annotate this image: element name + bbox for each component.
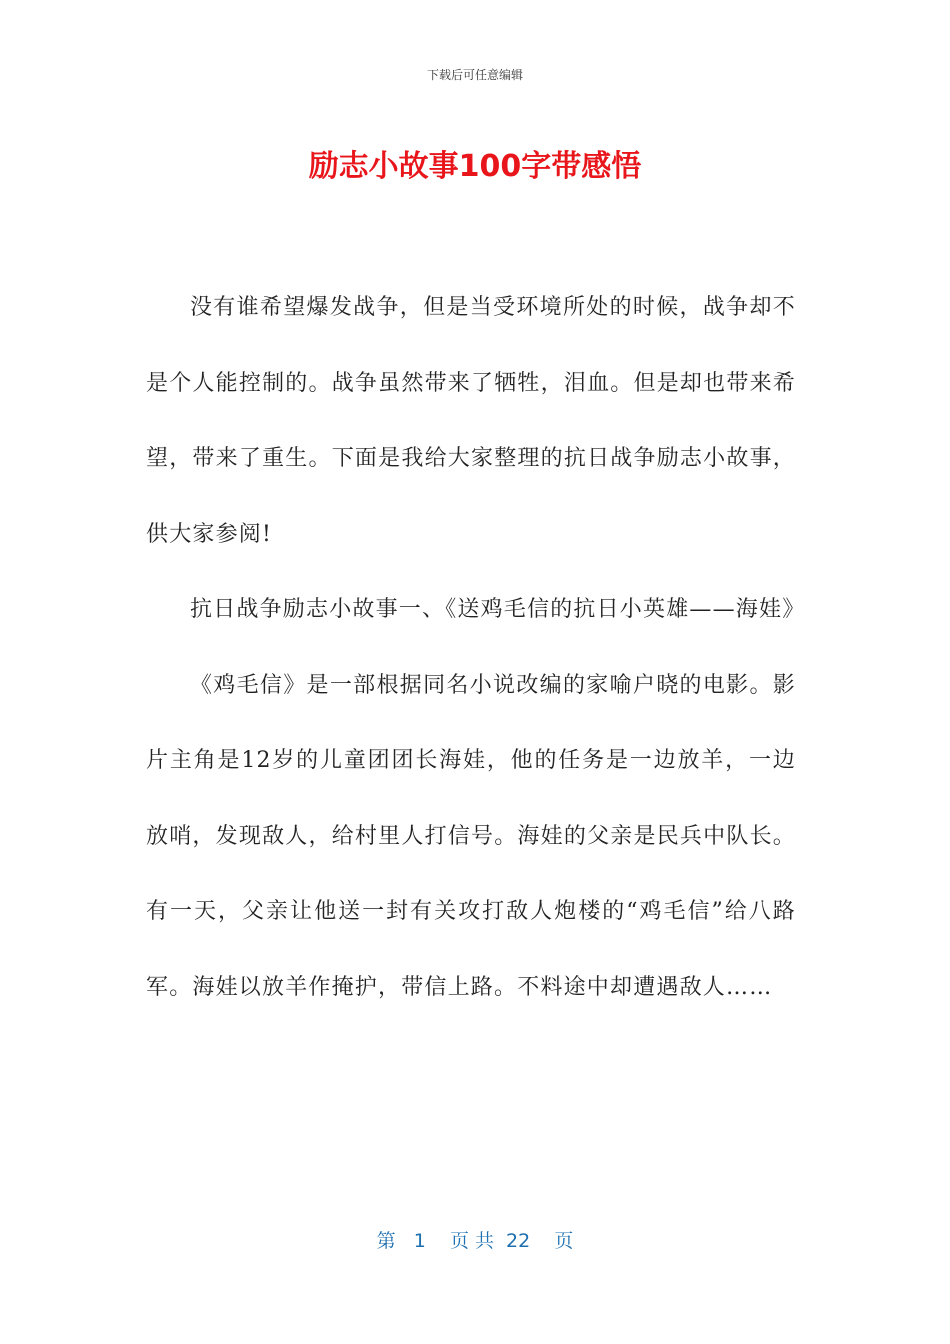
document-body (146, 270, 806, 1025)
document-title: 励志小故事100字带感悟 (308, 149, 642, 184)
paragraph-story-text: 《鸡毛信》是一部根据同名小说改编的家喻户晓的电影。影片主角是12岁的儿童团团长海娃，他的任务是一边放羊，一边放哨，发现敌人，给村里人打信号。海娃的父亲是民兵中队长。有一天，父亲让他送一封有关攻打敌人炮楼的“鸡毛信”给八路军。海娃以放羊作掩护，带信上路。不料途中却遭遇敌人…… (146, 672, 796, 1000)
paragraph-story-heading: 抗日战争励志小故事一、《送鸡毛信的抗日小英雄——海娃》 (190, 597, 806, 622)
header-note: 下载后可任意编辑 (426, 68, 523, 82)
page-footer: 第 1 页 共 22 页 (376, 1230, 574, 1252)
paragraph-intro: 没有谁希望爆发战争，但是当受环境所处的时候，战争却不是个人能控制的。战争虽然带来了牺牲，泪血。但是却也带来希望，带来了重生。下面是我给大家整理的抗日战争励志小故事，供大家参阅! (146, 295, 796, 547)
